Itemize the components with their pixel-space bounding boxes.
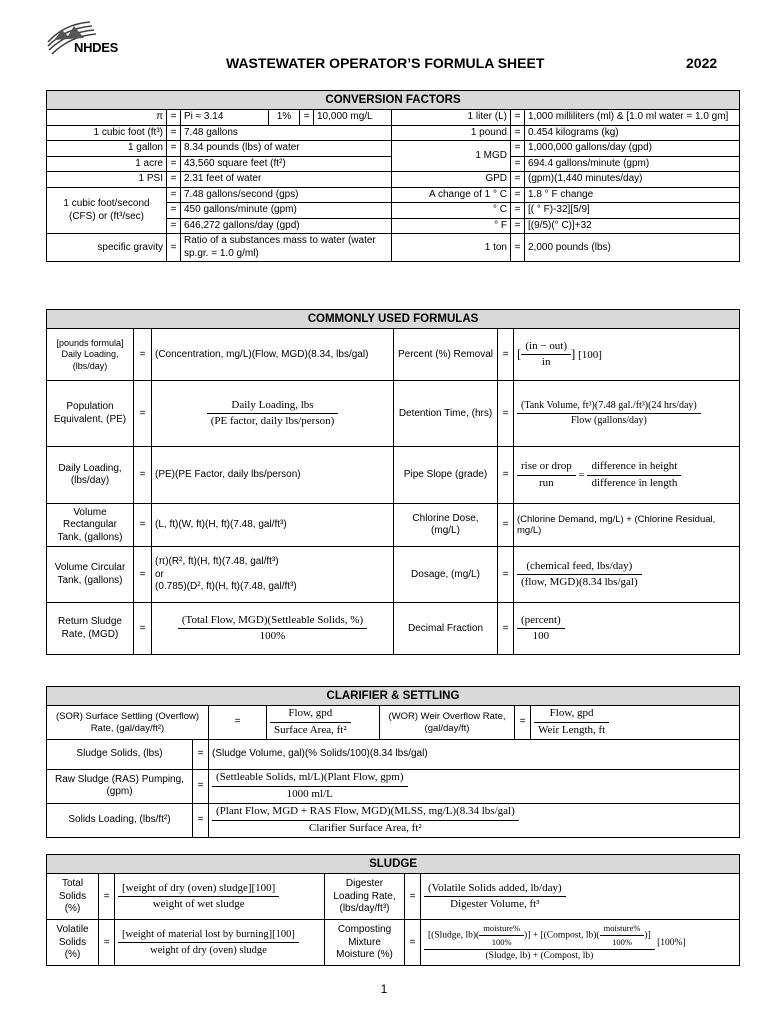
pipe-slope-formula: [514, 447, 740, 504]
rectangular-tank-formula: (L, ft)(W, ft)(H, ft)(7.48, gal/ft³): [152, 504, 394, 547]
sor-label: (SOR) Surface Settling (Overflow) Rate, (gal/day/ft²): [47, 706, 209, 740]
gpd-value: (gpm)(1,440 minutes/day): [525, 172, 740, 188]
sludge-solids-formula: (Sludge Volume, gal)(% Solids/100)(8.34 lbs/gal): [209, 739, 740, 769]
solids-loading-formula: [209, 803, 740, 837]
equals-sign: =: [99, 920, 115, 966]
mgd-value-gpd: 1,000,000 gallons/day (gpd): [525, 141, 740, 157]
volatile-solids-label: Volatile Solids (%): [47, 920, 99, 966]
sludge-solids-label: Sludge Solids, (lbs): [47, 739, 193, 769]
sludge-table: [46, 854, 740, 966]
return-sludge-formula: [152, 603, 394, 655]
circular-tank-formula: [152, 547, 394, 603]
sor-formula: [267, 706, 380, 740]
equals-sign: =: [167, 156, 181, 172]
ras-denominator: 1000 ml/L: [286, 787, 333, 800]
daily-loading-pe-label: Daily Loading, (lbs/day): [47, 447, 134, 504]
percent-removal-formula: [ $\frac{\text{(in − out)}}{in}$ ] [100]: [514, 329, 740, 381]
equals-sign: =: [511, 187, 525, 203]
equals-sign: =: [167, 125, 181, 141]
gallon-label: 1 gallon: [47, 141, 167, 157]
solids-loading-numerator: (Plant Flow, MGD + RAS Flow, MGD)(MLSS, mg/L)(8.34 lbs/gal): [212, 805, 519, 821]
detention-denominator: Flow (gallons/day): [570, 415, 647, 427]
circular-tank-radius-formula: (π)(R², ft)(H, ft)(7.48, gal/ft³): [155, 556, 279, 568]
wor-denominator: Weir Length, ft: [538, 724, 606, 737]
wor-numerator: Flow, gpd: [534, 707, 609, 723]
dosage-formula: [514, 547, 740, 603]
equals-sign: =: [167, 234, 181, 262]
equals-sign: =: [498, 447, 514, 504]
equals-sign: =: [134, 603, 152, 655]
specific-gravity-value: Ratio of a substances mass to water (water sp.gr. = 1.0 g/ml): [181, 234, 392, 262]
equals-sign: =: [134, 504, 152, 547]
composting-moisture-formula: [(Sludge, lb)( $\frac{\text{moisture\%}}{100\%}$ )] + [(Compost, lb)( $\frac{\text{moisture\%}}{100\%}$ )] (Sludge, lb) + (Compost, lb) [100%]: [421, 920, 740, 966]
circular-tank-diameter-formula: (0.785)(D², ft)(H, ft)(7.48, gal/ft³): [155, 581, 297, 593]
equals-sign: =: [511, 172, 525, 188]
composting-compost-term: (Compost, lb): [543, 930, 597, 941]
composting-sludge-term: (Sludge, lb): [431, 930, 477, 941]
solids-loading-denominator: Clarifier Surface Area, ft²: [309, 821, 422, 834]
percent-removal-multiplier: [100]: [578, 348, 602, 361]
gallon-value: 8.34 pounds (lbs) of water: [181, 141, 392, 157]
equals-sign: =: [498, 603, 514, 655]
slope-run: run: [539, 476, 554, 489]
detention-time-label: Detention Time, (hrs): [394, 381, 498, 447]
digester-loading-label: Digester Loading Rate, (lbs/day/ft³): [325, 874, 405, 920]
pipe-slope-label: Pipe Slope (grade): [394, 447, 498, 504]
decimal-fraction-label: Decimal Fraction: [394, 603, 498, 655]
moisture-denominator: 100%: [612, 936, 632, 947]
daily-loading-pe-formula: (PE)(PE Factor, daily lbs/person): [152, 447, 394, 504]
decimal-numerator: (percent): [517, 614, 565, 630]
common-formulas-table: [46, 309, 740, 655]
equals-sign: =: [511, 141, 525, 157]
solids-loading-label: Solids Loading, (lbs/ft²): [47, 803, 193, 837]
equals-sign: =: [134, 447, 152, 504]
composting-moisture-label: Composting Mixture Moisture (%): [325, 920, 405, 966]
sor-denominator: Surface Area, ft²: [274, 724, 347, 737]
psi-value: 2.31 feet of water: [181, 172, 392, 188]
equals-sign: =: [167, 172, 181, 188]
equals-sign: =: [578, 468, 585, 481]
detention-numerator: (Tank Volume, ft³)(7.48 gal./ft³)(24 hrs/day): [517, 400, 701, 415]
psi-label: 1 PSI: [47, 172, 167, 188]
pound-value: 0.454 kilograms (kg): [525, 125, 740, 141]
equals-sign: =: [167, 203, 181, 219]
equals-sign: =: [193, 803, 209, 837]
sor-numerator: Flow, gpd: [270, 707, 351, 723]
total-solids-numerator: [weight of dry (oven) sludge][100]: [118, 882, 279, 898]
conversion-factors-table: [46, 90, 740, 262]
equals-sign: =: [515, 706, 531, 740]
equals-sign: =: [167, 187, 181, 203]
wor-formula: [531, 706, 740, 740]
moisture-numerator: moisture%: [600, 923, 645, 936]
total-solids-formula: [115, 874, 325, 920]
pe-label: Population Equivalent, (PE): [47, 381, 134, 447]
pe-formula: [152, 381, 394, 447]
equals-sign: =: [209, 706, 267, 740]
mgd-label: 1 MGD: [392, 141, 511, 172]
equals-sign: =: [511, 218, 525, 234]
ras-pumping-formula: [209, 769, 740, 803]
slope-height: difference in height: [587, 460, 681, 476]
equals-sign: =: [99, 874, 115, 920]
volatile-solids-denominator: weight of dry (oven) sludge: [150, 945, 267, 957]
return-sludge-numerator: (Total Flow, MGD)(Settleable Solids, %): [178, 614, 367, 630]
page-title: WASTEWATER OPERATOR’S FORMULA SHEET: [226, 55, 545, 71]
chlorine-dose-formula: (Chlorine Demand, mg/L) + (Chlorine Residual, mg/L): [514, 504, 740, 547]
or-label: or: [155, 568, 164, 580]
moisture-numerator: moisture%: [479, 923, 524, 936]
volatile-solids-formula: [115, 920, 325, 966]
conversion-heading: CONVERSION FACTORS: [47, 91, 740, 110]
daily-loading-label: [pounds formula] Daily Loading, (lbs/day): [47, 329, 134, 381]
specific-gravity-label: specific gravity: [47, 234, 167, 262]
digester-loading-formula: [421, 874, 740, 920]
formulas-heading: COMMONLY USED FORMULAS: [47, 310, 740, 329]
return-sludge-label: Return Sludge Rate, (MGD): [47, 603, 134, 655]
percent-removal-label: Percent (%) Removal: [394, 329, 498, 381]
digester-numerator: (Volatile Solids added, lb/day): [424, 882, 566, 898]
dosage-denominator: (flow, MGD)(8.34 lbs/gal): [521, 576, 638, 589]
total-solids-denominator: weight of wet sludge: [152, 898, 245, 911]
equals-sign: =: [134, 329, 152, 381]
slope-rise: rise or drop: [517, 460, 576, 476]
cubic-foot-label: 1 cubic foot (ft³): [47, 125, 167, 141]
equals-sign: =: [498, 381, 514, 447]
moisture-denominator: 100%: [491, 936, 512, 947]
chlorine-dose-label: Chlorine Dose, (mg/L): [394, 504, 498, 547]
equals-sign: =: [511, 156, 525, 172]
equals-sign: =: [193, 739, 209, 769]
equals-sign: =: [167, 110, 181, 126]
fahrenheit-label: ° F: [392, 218, 511, 234]
equals-sign: =: [167, 218, 181, 234]
equals-sign: =: [134, 547, 152, 603]
return-sludge-denominator: 100%: [259, 630, 286, 643]
nhdes-logo-text: NHDES: [74, 40, 119, 55]
equals-sign: =: [498, 504, 514, 547]
percent-removal-numerator: (in − out): [521, 340, 571, 356]
pi-value: Pi ≈ 3.14: [181, 110, 269, 126]
equals-sign: =: [193, 769, 209, 803]
wor-label: (WOR) Weir Overflow Rate, (gal/day/ft): [380, 706, 515, 740]
slope-length: difference in length: [591, 476, 678, 489]
cfs-label: 1 cubic foot/second (CFS) or (ft³/sec): [47, 187, 167, 234]
fahrenheit-value: [(9/5)(° C)]+32: [525, 218, 740, 234]
page-year: 2022: [686, 55, 718, 71]
pi-label: π: [47, 110, 167, 126]
dosage-label: Dosage, (mg/L): [394, 547, 498, 603]
circular-tank-label: Volume Circular Tank, (gallons): [47, 547, 134, 603]
pe-denominator: (PE factor, daily lbs/person): [210, 415, 335, 428]
cfs-value-gps: 7.48 gallons/second (gps): [181, 187, 392, 203]
sludge-heading: SLUDGE: [47, 855, 740, 874]
temp-change-value: 1.8 ° F change: [525, 187, 740, 203]
acre-label: 1 acre: [47, 156, 167, 172]
temp-change-label: A change of 1 ° C: [392, 187, 511, 203]
daily-loading-formula: (Concentration, mg/L)(Flow, MGD)(8.34, lbs/gal): [152, 329, 394, 381]
detention-time-formula: [514, 381, 740, 447]
dosage-numerator: (chemical feed, lbs/day): [517, 560, 642, 576]
cfs-value-gpm: 450 gallons/minute (gpm): [181, 203, 392, 219]
pe-numerator: Daily Loading, lbs: [207, 399, 339, 415]
clarifier-heading: CLARIFIER & SETTLING: [47, 687, 740, 706]
cubic-foot-value: 7.48 gallons: [181, 125, 392, 141]
equals-sign: =: [167, 141, 181, 157]
equals-sign: =: [134, 381, 152, 447]
equals-sign: =: [511, 234, 525, 262]
rectangular-tank-label: Volume Rectangular Tank, (gallons): [47, 504, 134, 547]
gpd-label: GPD: [392, 172, 511, 188]
composting-multiplier: [100%]: [657, 938, 686, 949]
page-number: 1: [380, 982, 388, 996]
clarifier-settling-table: [46, 686, 740, 838]
ton-value: 2,000 pounds (lbs): [525, 234, 740, 262]
equals-sign: =: [300, 110, 314, 126]
celsius-label: ° C: [392, 203, 511, 219]
equals-sign: =: [405, 920, 421, 966]
total-solids-label: Total Solids (%): [47, 874, 99, 920]
celsius-value: [( ° F)-32][5/9]: [525, 203, 740, 219]
composting-denominator: (Sludge, lb) + (Compost, lb): [485, 950, 594, 961]
decimal-fraction-formula: [514, 603, 740, 655]
equals-sign: =: [511, 110, 525, 126]
volatile-solids-numerator: [weight of material lost by burning][100]: [118, 928, 299, 943]
equals-sign: =: [498, 329, 514, 381]
liter-label: 1 liter (L): [392, 110, 511, 126]
ton-label: 1 ton: [392, 234, 511, 262]
percent-removal-denominator: in: [541, 356, 551, 369]
mgd-value-gpm: 694.4 gallons/minute (gpm): [525, 156, 740, 172]
liter-value: 1,000 milliliters (ml) & [1.0 ml water = 1.0 gm]: [525, 110, 740, 126]
equals-sign: =: [498, 547, 514, 603]
ras-pumping-label: Raw Sludge (RAS) Pumping, (gpm): [47, 769, 193, 803]
percent-value: 10,000 mg/L: [314, 110, 392, 126]
ras-numerator: (Settleable Solids, ml/L)(Plant Flow, gpm): [212, 771, 408, 787]
equals-sign: =: [511, 203, 525, 219]
digester-denominator: Digester Volume, ft³: [450, 898, 540, 911]
equals-sign: =: [511, 125, 525, 141]
equals-sign: =: [405, 874, 421, 920]
pound-label: 1 pound: [392, 125, 511, 141]
cfs-value-gpd: 646,272 gallons/day (gpd): [181, 218, 392, 234]
decimal-denominator: 100: [532, 630, 550, 643]
acre-value: 43,560 square feet (ft²): [181, 156, 392, 172]
plus-sign: +: [532, 930, 539, 941]
percent-label: 1%: [269, 110, 300, 126]
